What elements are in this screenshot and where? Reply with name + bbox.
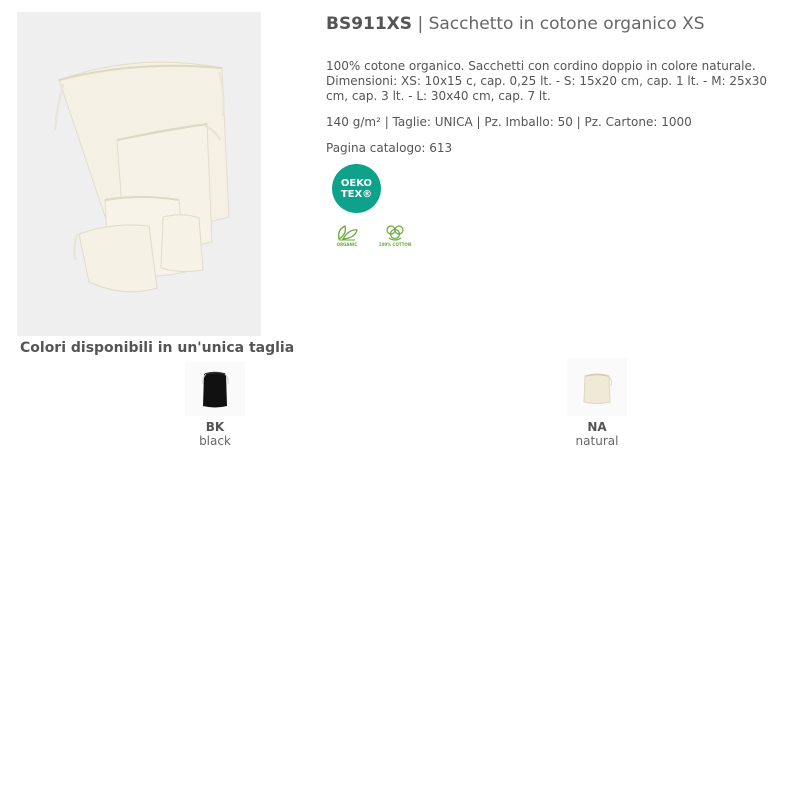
oeko-tex-badge xyxy=(332,164,381,213)
organic-label: ORGANIC xyxy=(336,242,358,247)
title-separator: | xyxy=(417,14,424,34)
black-bag-icon xyxy=(185,362,245,416)
color-code: BK xyxy=(205,420,225,434)
product-description: 100% cotone organico. Sacchetti con cordino doppio in colore naturale. Dimensioni: XS: 10x15 c, cap. 0,25 lt. - S: 15x20 cm, cap. 1 lt. - M: 25x30 cm, cap. 3 lt. - L: 30x40 cm, cap. 7 lt. xyxy=(326,59,768,103)
color-name: natural xyxy=(575,434,619,448)
cotton-label: 100% COTTON xyxy=(378,242,412,247)
leaf-icon xyxy=(329,222,365,242)
catalog-page: Pagina catalogo: 613 xyxy=(326,141,453,155)
drawstring-bags-illustration xyxy=(17,12,261,336)
product-specs: 140 g/m² | Taglie: UNICA | Pz. Imballo: 50 | Pz. Cartone: 1000 xyxy=(326,115,692,129)
color-code: NA xyxy=(587,420,607,434)
tex-label: TEX® xyxy=(340,188,373,200)
natural-bag-icon xyxy=(567,358,627,416)
oeko-label: OEKO xyxy=(340,177,373,189)
swatch-image xyxy=(185,362,245,416)
swatch-image xyxy=(567,358,627,416)
organic-certification xyxy=(329,222,365,250)
color-swatch-natural[interactable] xyxy=(537,358,657,449)
cotton-flower-icon xyxy=(377,222,413,242)
product-code: BS911XS xyxy=(326,14,413,34)
cotton-certification xyxy=(377,222,413,250)
product-title xyxy=(326,13,786,35)
color-name: black xyxy=(199,434,231,448)
product-name: Sacchetto in cotone organico XS xyxy=(428,14,705,34)
colors-heading: Colori disponibili in un'unica taglia xyxy=(20,340,295,356)
color-swatch-black[interactable] xyxy=(155,362,275,449)
product-photo xyxy=(17,12,261,336)
product-header xyxy=(326,13,786,35)
